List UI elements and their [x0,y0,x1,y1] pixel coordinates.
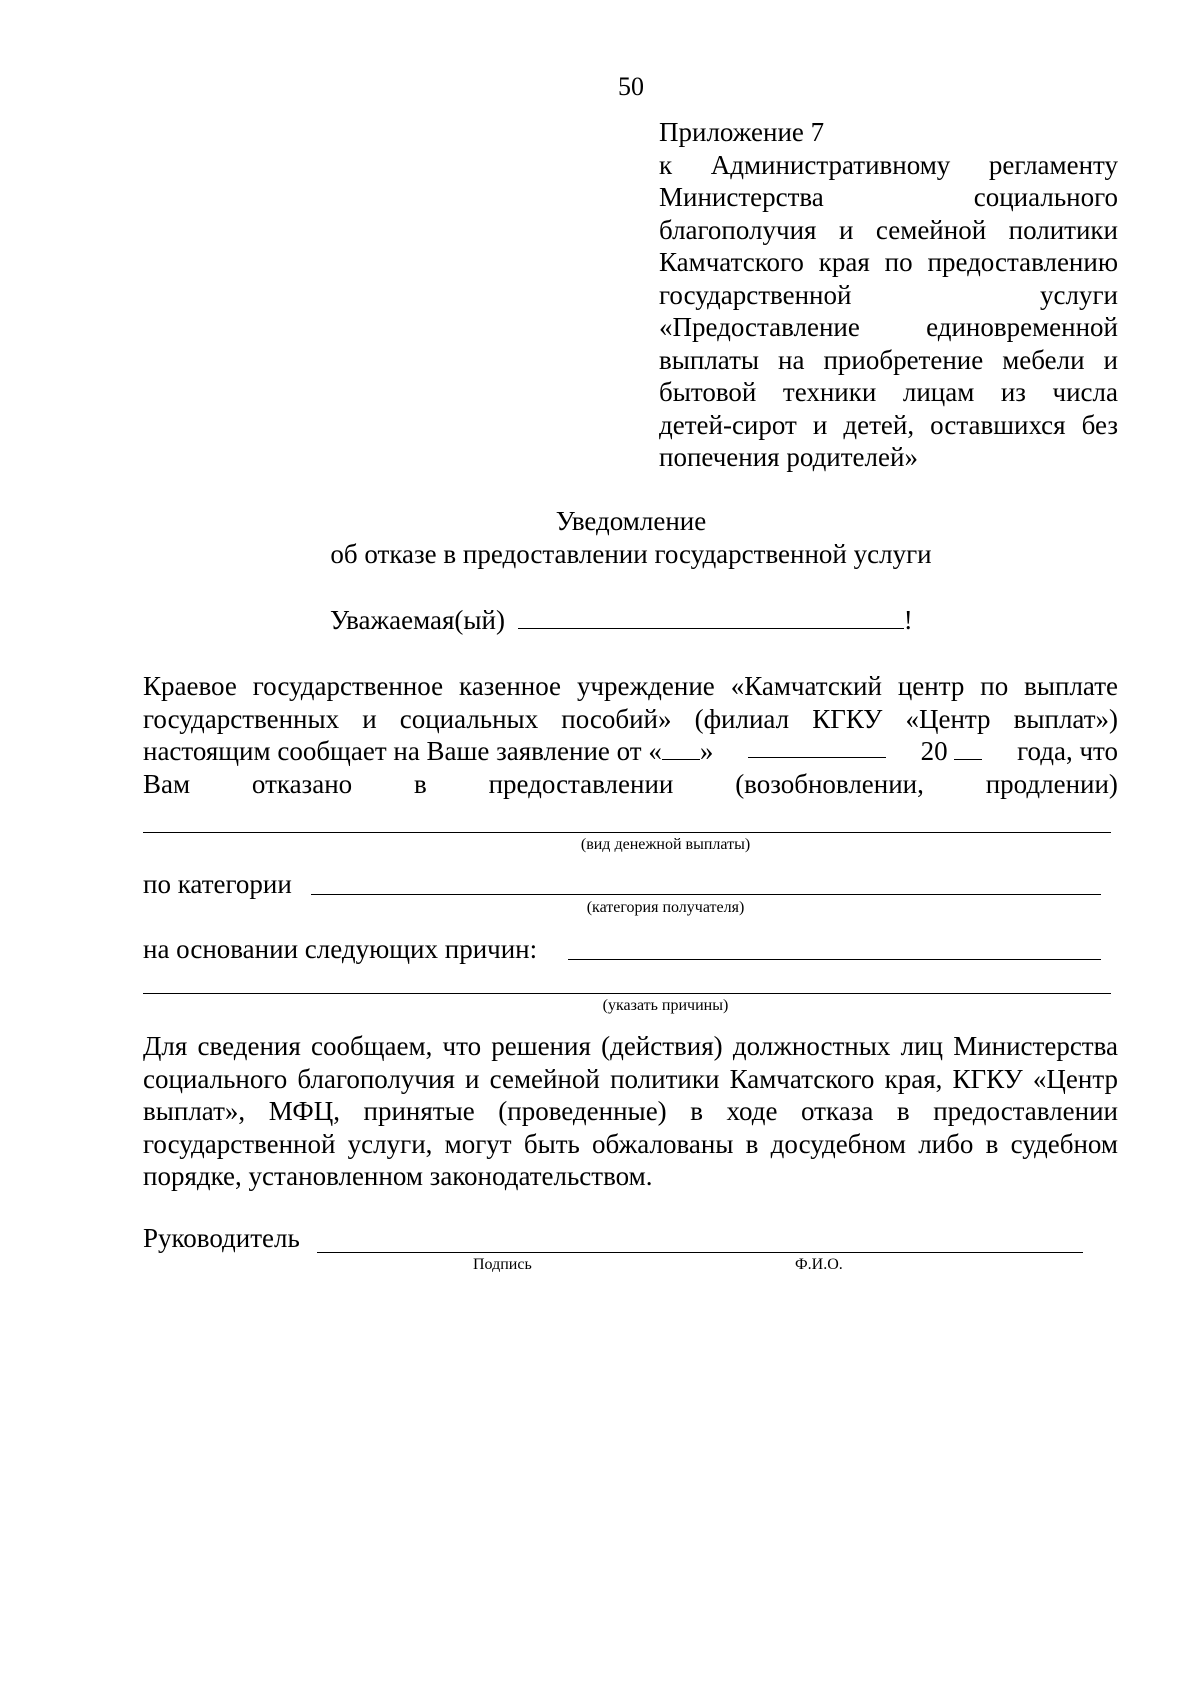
category-caption: (категория получателя) [586,899,745,916]
signature-field[interactable] [317,1252,1083,1253]
notice-title: Уведомление [555,506,707,536]
reasons-caption: (указать причины) [602,997,729,1014]
application-date-quote: » [699,736,714,766]
refusal-word: продлении) [985,768,1118,799]
application-year-prefix: 20 [920,736,948,766]
paragraph-line: государственных и социальных пособий» (филиал КГКУ «Центр выплат») [143,703,1118,734]
signature-caption: Подпись [473,1256,532,1273]
notice-paragraph [143,670,1118,800]
signature-label: Руководитель [143,1223,300,1253]
application-day-field[interactable] [662,737,700,760]
appeal-paragraph: Для сведения сообщаем, что решения (действия) должностных лиц Министерства социального благополучия и семейной политики Камчатского края, КГКУ «Центр выплат», МФЦ, принятые (проведенные) в ходе отказа в предоставлении государственной услуги, могут быть обжалованы в досудебном либо в судебном порядке, установленном законодательством. [143,1031,1118,1191]
greeting [330,604,913,637]
addressee-name-field[interactable] [518,606,904,629]
greeting-text: Уважаемая(ый) [330,605,505,635]
refusal-word: Вам [143,768,191,799]
refusal-word: (возобновлении, [735,768,924,799]
notice-subtitle: об отказе в предоставлении государственной услуги [330,539,932,569]
application-date-line [143,735,1118,768]
reasons-field-continued[interactable] [143,993,1111,994]
greeting-exclamation: ! [903,605,913,635]
category-label: по категории [143,869,292,899]
refusal-word: отказано [251,768,353,799]
full-name-caption: Ф.И.О. [795,1256,843,1273]
application-date-tail: года, что [1017,736,1118,766]
paragraph-line: Краевое государственное казенное учреждение «Камчатский центр по выплате [143,671,1118,701]
refusal-word: предоставлении [488,768,674,799]
appendix-title: Приложение 7 [659,117,825,147]
application-month-field[interactable] [748,735,886,758]
page-number: 50 [618,72,644,101]
payment-type-caption: (вид денежной выплаты) [580,836,751,853]
appendix-header [659,116,1118,474]
appendix-body: к Административному регламенту Министерства социального благополучия и семейной политики Камчатского края по предоставлению государственной услуги «Предоставление единовременной выплаты на приобретение мебели и бытовой техники лицам из числа детей-сирот и детей, оставшихся без попечения родителей» [659,149,1118,472]
payment-type-field[interactable] [143,832,1111,833]
application-date-text: настоящим сообщает на Ваше заявление от « [143,736,662,766]
application-year-field[interactable] [954,737,982,760]
reasons-field[interactable] [568,959,1101,960]
refusal-word: в [414,768,427,799]
reasons-label: на основании следующих причин: [143,934,538,964]
category-field[interactable] [311,894,1101,895]
refusal-line [143,768,1118,801]
